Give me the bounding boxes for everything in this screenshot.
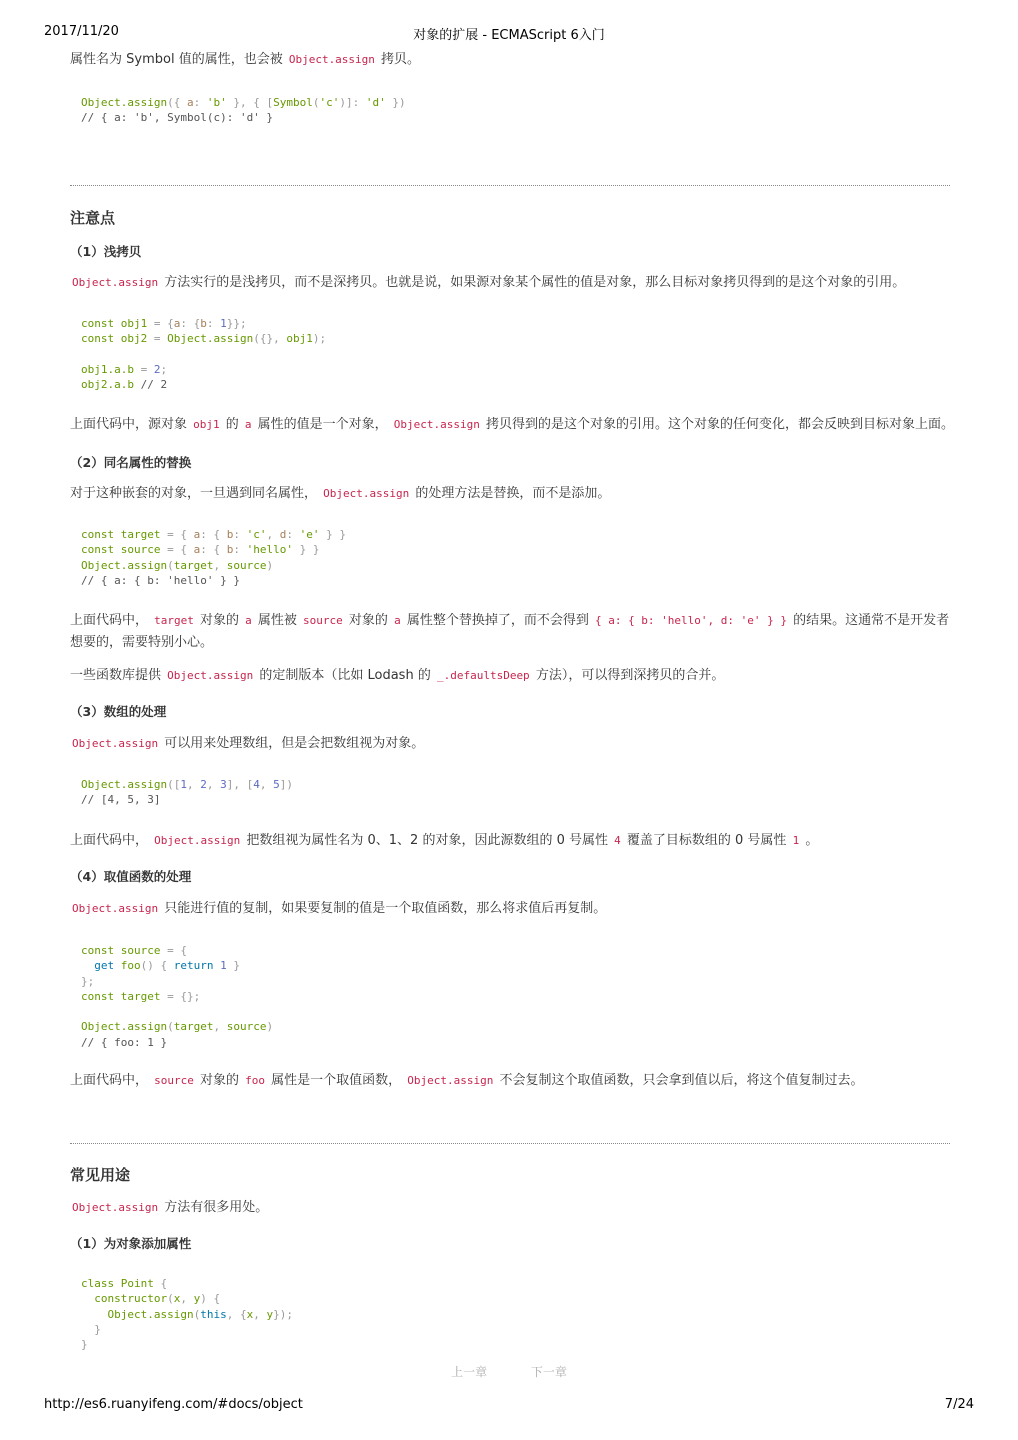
subsection-title-add-properties: （1）为对象添加属性: [70, 1236, 192, 1251]
page-url: http://es6.ruanyifeng.com/#docs/object: [44, 1397, 303, 1412]
paragraph-shallow-copy-explain: 上面代码中，源对象 obj1 的 a 属性的值是一个对象， Object.assign 拷贝得到的是这个对象的引用。这个对象的任何变化，都会反映到目标对象上面。: [70, 417, 955, 432]
paragraph-getters-explain: 上面代码中， source 对象的 foo 属性是一个取值函数， Object.assign 不会复制这个取值函数，只会拿到值以后，将这个值复制过去。: [70, 1073, 864, 1088]
section-title-uses: 常见用途: [70, 1166, 131, 1184]
paragraph-getters: Object.assign 只能进行值的复制，如果要复制的值是一个取值函数，那么将求值后再复制。: [72, 901, 607, 916]
subsection-title-replace: （2）同名属性的替换: [70, 455, 192, 470]
print-header: [44, 24, 974, 42]
paragraph-shallow-copy: Object.assign 方法实行的是浅拷贝，而不是深拷贝。也就是说，如果源对象某个属性的值是对象，那么目标对象拷贝得到的是这个对象的引用。: [72, 275, 906, 290]
code-block-add-properties: class Point { constructor(x, y) { Object.assign(this, {x, y}); } }: [81, 1277, 293, 1352]
paragraph-uses: Object.assign 方法有很多用处。: [72, 1200, 269, 1215]
paragraph-replace-explain: 上面代码中， target 对象的 a 属性被 source 对象的 a 属性整个替换掉了，而不会得到 { a: { b: 'hello', d: 'e' } } 的结果。这通常不是开发者想要的，需要特别小心。: [70, 613, 950, 650]
print-footer: [44, 1397, 974, 1415]
page-number: 7/24: [944, 1397, 974, 1412]
subsection-title-shallow-copy: （1）浅拷贝: [70, 244, 142, 259]
print-title: 对象的扩展 - ECMAScript 6入门: [413, 28, 605, 43]
code-block-shallow-copy: const obj1 = {a: {b: 1}}; const obj2 = Object.assign({}, obj1); obj1.a.b = 2; obj2.a.b // 2: [81, 317, 327, 392]
intro-paragraph: 属性名为 Symbol 值的属性，也会被 Object.assign 拷贝。: [70, 52, 421, 67]
section-divider: [70, 1143, 950, 1144]
code-block-arrays: Object.assign([1, 2, 3], [4, 5]) // [4, 5, 3]: [81, 778, 293, 807]
section-divider: [70, 185, 950, 186]
paragraph-arrays: Object.assign 可以用来处理数组，但是会把数组视为对象。: [72, 736, 425, 751]
section-title-notes: 注意点: [70, 209, 116, 227]
subsection-title-getters: （4）取值函数的处理: [70, 869, 192, 884]
print-date: 2017/11/20: [44, 24, 119, 39]
paragraph-replace: 对于这种嵌套的对象，一旦遇到同名属性， Object.assign 的处理方法是替换，而不是添加。: [70, 486, 611, 501]
next-chapter-link[interactable]: 下一章: [530, 1365, 567, 1379]
code-block-symbol: Object.assign({ a: 'b' }, { [Symbol('c')]: 'd' }) // { a: 'b', Symbol(c): 'd' }: [81, 96, 406, 125]
prev-chapter-link[interactable]: 上一章: [451, 1365, 488, 1379]
subsection-title-arrays: （3）数组的处理: [70, 704, 167, 719]
code-block-getters: const source = { get foo() { return 1 } }; const target = {}; Object.assign(target, source) // { foo: 1 }: [81, 944, 274, 1049]
paragraph-arrays-explain: 上面代码中， Object.assign 把数组视为属性名为 0、1、2 的对象，因此源数组的 0 号属性 4 覆盖了目标数组的 0 号属性 1 。: [70, 833, 819, 848]
chapter-nav: [0, 1363, 1018, 1380]
paragraph-lodash: 一些函数库提供 Object.assign 的定制版本（比如 Lodash 的 _.defaultsDeep 方法），可以得到深拷贝的合并。: [70, 668, 725, 683]
code-block-replace: const target = { a: { b: 'c', d: 'e' } } const source = { a: { b: 'hello' } } Object.assign(target, source) // { a: { b: 'hello' } }: [81, 528, 346, 587]
